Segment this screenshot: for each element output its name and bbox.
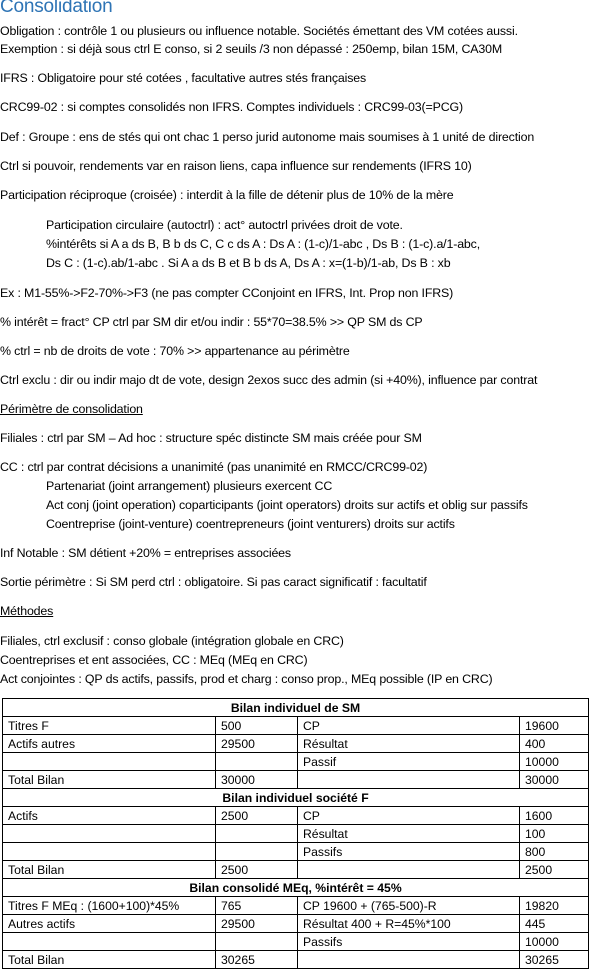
table-row	[3, 915, 589, 933]
line-inf-notable: Inf Notable : SM détient +20% = entreprises associées	[0, 546, 291, 560]
table-row	[3, 753, 589, 771]
table-row	[3, 771, 589, 789]
line-interets-formula-2: Ds C : (1-c).ab/1-abc . Si A a ds B et B b ds A, Ds A : x=(1-b)/1-ab, Ds B : xb	[46, 256, 451, 270]
table-cell: Total Bilan	[3, 771, 216, 789]
table-cell: CP	[298, 717, 520, 735]
table-cell: Total Bilan	[3, 951, 216, 969]
table-cell: 19820	[520, 897, 589, 915]
line-pct-interet: % intérêt = fract° CP ctrl par SM dir et/ou indir : 55*70=38.5% >> QP SM ds CP	[0, 315, 423, 329]
table-cell	[298, 861, 520, 879]
table-cell: Résultat	[298, 825, 520, 843]
table-cell: 445	[520, 915, 589, 933]
line-def-groupe: Def : Groupe : ens de stés qui ont chac 1 perso jurid autonome mais soumises à 1 unité de direction	[0, 130, 535, 144]
table-cell: 1600	[520, 807, 589, 825]
table-row	[3, 843, 589, 861]
table-cell: 30000	[216, 771, 298, 789]
table-row	[3, 717, 589, 735]
line-obligation: Obligation : contrôle 1 ou plusieurs ou influence notable. Sociétés émettant des VM cotées aussi.	[0, 24, 518, 38]
table-cell: 2500	[520, 861, 589, 879]
table-title-meq: Bilan consolidé MEq, %intérêt = 45%	[3, 879, 589, 897]
table-cell	[3, 843, 216, 861]
table-cell	[3, 933, 216, 951]
table-cell: Titres F	[3, 717, 216, 735]
table-title-f: Bilan individuel société F	[3, 789, 589, 807]
table-cell: 765	[216, 897, 298, 915]
line-sortie-perimetre: Sortie périmètre : Si SM perd ctrl : obligatoire. Si pas caract significatif : facultatif	[0, 575, 427, 589]
line-ctrl-exclu: Ctrl exclu : dir ou indir majo dt de vote, design 2exos succ des admin (si +40%), influence par contrat	[0, 373, 538, 387]
heading-perimetre: Périmètre de consolidation	[0, 402, 143, 416]
table-cell	[216, 825, 298, 843]
table-title-row	[3, 789, 589, 807]
table-cell	[216, 843, 298, 861]
line-act-conj: Act conj (joint operation) coparticipants (joint operators) droits sur actifs et oblig sur passifs	[46, 498, 528, 512]
table-cell: 29500	[216, 915, 298, 933]
table-cell: 10000	[520, 753, 589, 771]
line-example: Ex : M1-55%->F2-70%->F3 (ne pas compter CConjoint en IFRS, Int. Prop non IFRS)	[0, 286, 454, 300]
table-cell: 19600	[520, 717, 589, 735]
table-cell: 2500	[216, 861, 298, 879]
table-cell: 29500	[216, 735, 298, 753]
line-partenariat: Partenariat (joint arrangement) plusieurs exercent CC	[46, 479, 333, 493]
table-cell: 30265	[216, 951, 298, 969]
table-cell: Titres F MEq : (1600+100)*45%	[3, 897, 216, 915]
table-cell: CP 19600 + (765-500)-R	[298, 897, 520, 915]
table-cell: 800	[520, 843, 589, 861]
table-cell: Passifs	[298, 933, 520, 951]
line-ctrl: Ctrl si pouvoir, rendements var en raison liens, capa influence sur rendements (IFRS 10)	[0, 159, 472, 173]
table-cell	[216, 753, 298, 771]
page-title: Consolidation	[0, 0, 113, 17]
heading-methodes: Méthodes	[0, 604, 54, 618]
table-cell: CP	[298, 807, 520, 825]
table-row	[3, 807, 589, 825]
table-cell	[3, 825, 216, 843]
table-row	[3, 897, 589, 915]
table-cell: Total Bilan	[3, 861, 216, 879]
table-cell: 2500	[216, 807, 298, 825]
line-filiales: Filiales : ctrl par SM – Ad hoc : structure spéc distincte SM mais créée pour SM	[0, 431, 422, 445]
table-cell: Passif	[298, 753, 520, 771]
table-cell: 30000	[520, 771, 589, 789]
table-cell: 100	[520, 825, 589, 843]
table-row	[3, 825, 589, 843]
table-title-row	[3, 699, 589, 717]
table-cell: Actifs	[3, 807, 216, 825]
line-methode-coentreprises: Coentreprises et ent associées, CC : MEq (MEq en CRC)	[0, 653, 308, 667]
table-title-sm: Bilan individuel de SM	[3, 699, 589, 717]
table-row	[3, 951, 589, 969]
table-row	[3, 933, 589, 951]
line-methode-act-conjointes: Act conjointes : QP ds actifs, passifs, prod et charg : conso prop., MEq possible (IP en CRC)	[0, 672, 493, 686]
line-coentreprise: Coentreprise (joint-venture) coentrepreneurs (joint venturers) droits sur actifs	[46, 517, 455, 531]
line-ifrs: IFRS : Obligatoire pour sté cotées , facultative autres stés françaises	[0, 71, 367, 85]
table-cell: 500	[216, 717, 298, 735]
table-cell: 10000	[520, 933, 589, 951]
table-cell	[298, 951, 520, 969]
table-cell: Résultat 400 + R=45%*100	[298, 915, 520, 933]
table-row	[3, 735, 589, 753]
table-cell: 30265	[520, 951, 589, 969]
table-cell: Passifs	[298, 843, 520, 861]
table-cell: 400	[520, 735, 589, 753]
table-cell	[216, 933, 298, 951]
line-participation-reciproque: Participation réciproque (croisée) : interdit à la fille de détenir plus de 10% de la mère	[0, 188, 454, 202]
line-interets-formula-1: %intérêts si A a ds B, B b ds C, C c ds A : Ds A : (1-c)/1-abc , Ds B : (1-c).a/1-abc,	[46, 237, 481, 251]
bilan-table	[2, 698, 589, 969]
line-participation-circulaire: Participation circulaire (autoctrl) : act° autoctrl privées droit de vote.	[46, 218, 403, 232]
line-methode-filiales: Filiales, ctrl exclusif : conso globale (intégration globale en CRC)	[0, 634, 344, 648]
table-cell: Résultat	[298, 735, 520, 753]
line-cc: CC : ctrl par contrat décisions a unanimité (pas unanimité en RMCC/CRC99-02)	[0, 460, 428, 474]
line-pct-ctrl: % ctrl = nb de droits de vote : 70% >> appartenance au périmètre	[0, 344, 350, 358]
table-cell	[3, 753, 216, 771]
line-crc: CRC99-02 : si comptes consolidés non IFRS. Comptes individuels : CRC99-03(=PCG)	[0, 100, 463, 114]
table-title-row	[3, 879, 589, 897]
table-cell	[298, 771, 520, 789]
table-cell: Autres actifs	[3, 915, 216, 933]
table-cell: Actifs autres	[3, 735, 216, 753]
line-exemption: Exemption : si déjà sous ctrl E conso, si 2 seuils /3 non dépassé : 250emp, bilan 15M, CA30M	[0, 42, 503, 56]
table-row	[3, 861, 589, 879]
